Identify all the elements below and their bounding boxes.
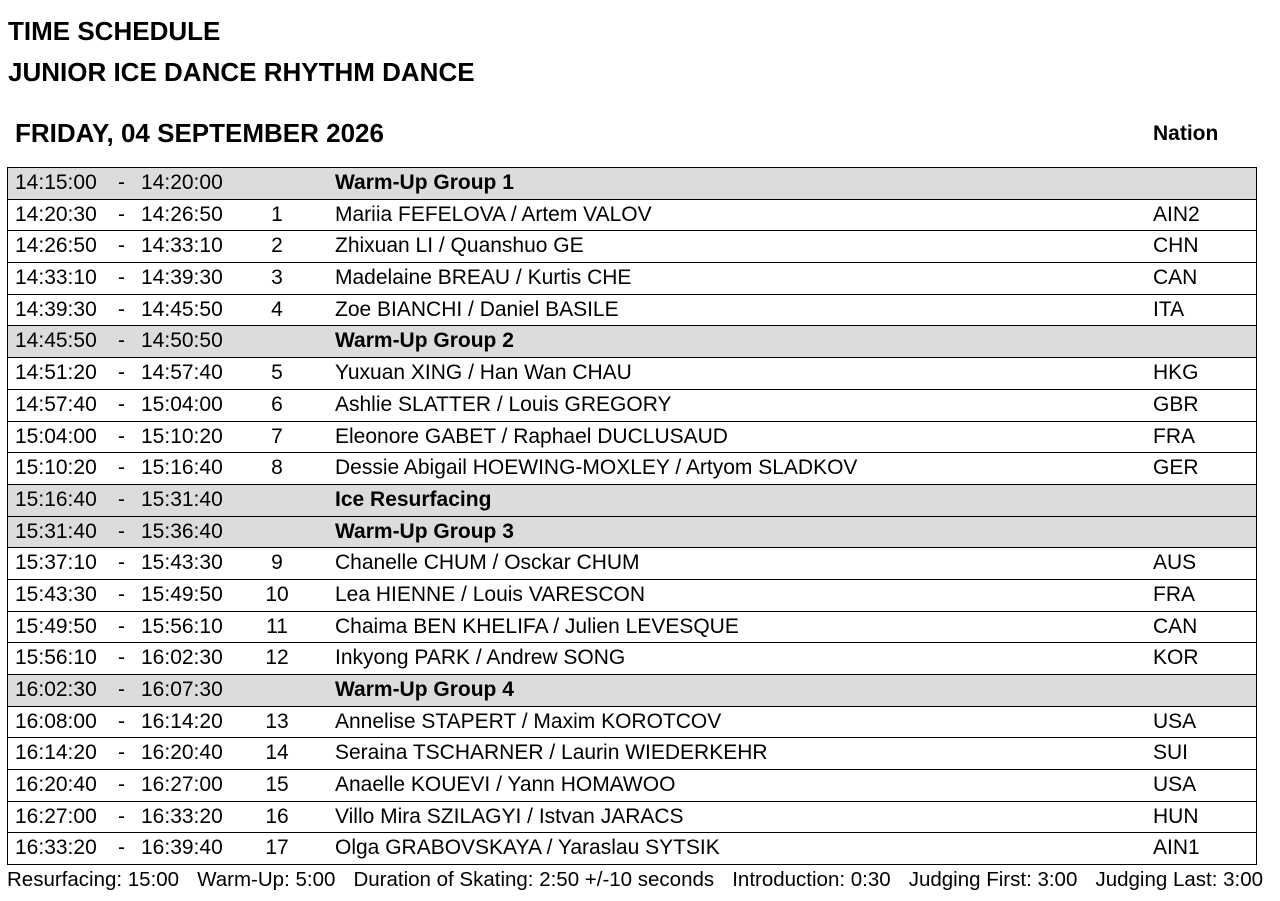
start-time: 15:10:20 <box>15 456 97 480</box>
start-number: 11 <box>266 614 288 638</box>
end-time: 16:02:30 <box>141 646 223 670</box>
schedule-row <box>8 738 1256 770</box>
start-time: 16:27:00 <box>15 804 97 828</box>
timing-footer <box>7 866 1263 894</box>
time-separator: - <box>118 361 125 385</box>
nation-code: GBR <box>1153 392 1199 416</box>
time-separator: - <box>118 487 125 511</box>
start-time: 15:56:10 <box>15 646 97 670</box>
start-number: 3 <box>271 266 283 290</box>
session-label: Warm-Up Group 2 <box>335 329 514 353</box>
start-number: 12 <box>265 646 289 670</box>
time-separator: - <box>118 234 125 258</box>
nation-code: FRA <box>1153 582 1195 606</box>
start-time: 14:57:40 <box>15 392 97 416</box>
nation-code: AUS <box>1153 551 1197 575</box>
start-number: 7 <box>271 424 283 448</box>
schedule-row <box>8 770 1256 802</box>
start-time: 15:04:00 <box>15 424 97 448</box>
time-separator: - <box>118 456 125 480</box>
start-number: 17 <box>265 836 289 860</box>
end-time: 15:43:30 <box>141 551 223 575</box>
time-separator: - <box>118 709 125 733</box>
schedule-row <box>8 200 1256 232</box>
schedule-break-row <box>8 517 1256 549</box>
nation-code: FRA <box>1153 424 1195 448</box>
schedule-break-row <box>8 485 1256 517</box>
schedule-row <box>8 580 1256 612</box>
start-number: 5 <box>271 361 283 385</box>
start-number: 14 <box>265 741 289 765</box>
time-separator: - <box>118 392 125 416</box>
nation-code: CHN <box>1153 234 1199 258</box>
end-time: 15:31:40 <box>141 487 223 511</box>
session-label: Warm-Up Group 3 <box>335 519 514 543</box>
nation-code: USA <box>1153 709 1197 733</box>
footer-timing-item: Duration of Skating: 2:50 +/-10 seconds <box>353 868 715 891</box>
time-separator: - <box>118 741 125 765</box>
footer-timing-item: Warm-Up: 5:00 <box>197 868 336 891</box>
nation-code: CAN <box>1153 614 1198 638</box>
skaters-name: Inkyong PARK / Andrew SONG <box>335 646 626 670</box>
schedule-row <box>8 263 1256 295</box>
start-number: 15 <box>265 773 289 797</box>
time-separator: - <box>118 614 125 638</box>
start-number: 9 <box>271 551 283 575</box>
session-label: Warm-Up Group 4 <box>335 678 514 701</box>
start-time: 14:20:30 <box>15 202 97 226</box>
end-time: 14:20:00 <box>141 171 223 194</box>
skaters-name: Yuxuan XING / Han Wan CHAU <box>335 361 632 385</box>
start-time: 15:37:10 <box>15 551 97 575</box>
nation-code: SUI <box>1153 741 1189 765</box>
end-time: 16:07:30 <box>141 678 223 701</box>
start-number: 2 <box>271 234 283 258</box>
nation-code: USA <box>1153 773 1197 797</box>
start-time: 14:26:50 <box>15 234 97 258</box>
end-time: 15:04:00 <box>141 392 223 416</box>
session-label: Warm-Up Group 1 <box>335 171 514 194</box>
start-time: 16:08:00 <box>15 709 97 733</box>
schedule-row <box>8 453 1256 485</box>
start-number: 1 <box>271 202 283 226</box>
start-number: 16 <box>265 804 289 828</box>
start-time: 14:39:30 <box>15 297 97 321</box>
time-separator: - <box>118 202 125 226</box>
end-time: 14:57:40 <box>141 361 223 385</box>
end-time: 15:10:20 <box>141 424 223 448</box>
nation-code: GER <box>1153 456 1199 480</box>
start-time: 16:02:30 <box>15 678 97 701</box>
start-time: 14:15:00 <box>15 171 97 194</box>
skaters-name: Seraina TSCHARNER / Laurin WIEDERKEHR <box>335 741 768 765</box>
start-time: 15:31:40 <box>15 519 97 543</box>
time-separator: - <box>118 266 125 290</box>
schedule-break-row <box>8 675 1256 707</box>
start-time: 15:16:40 <box>15 487 97 511</box>
skaters-name: Lea HIENNE / Louis VARESCON <box>335 582 646 606</box>
time-separator: - <box>118 551 125 575</box>
end-time: 14:50:50 <box>141 329 223 353</box>
start-number: 10 <box>265 582 289 606</box>
skaters-name: Chanelle CHUM / Osckar CHUM <box>335 551 640 575</box>
schedule-break-row <box>8 326 1256 358</box>
event-title: JUNIOR ICE DANCE RHYTHM DANCE <box>8 57 475 87</box>
schedule-date: FRIDAY, 04 SEPTEMBER 2026 <box>15 118 384 148</box>
schedule-row <box>8 833 1256 865</box>
end-time: 16:39:40 <box>141 836 223 860</box>
schedule-row <box>8 612 1256 644</box>
skaters-name: Chaima BEN KHELIFA / Julien LEVESQUE <box>335 614 739 638</box>
time-separator: - <box>118 171 125 194</box>
end-time: 16:27:00 <box>141 773 223 797</box>
end-time: 14:26:50 <box>141 202 223 226</box>
time-separator: - <box>118 582 125 606</box>
end-time: 14:33:10 <box>141 234 223 258</box>
end-time: 14:39:30 <box>141 266 223 290</box>
start-time: 15:49:50 <box>15 614 97 638</box>
skaters-name: Zoe BIANCHI / Daniel BASILE <box>335 297 619 321</box>
end-time: 15:49:50 <box>141 582 223 606</box>
footer-timing-item: Introduction: 0:30 <box>732 868 891 891</box>
nation-code: CAN <box>1153 266 1198 290</box>
start-time: 15:43:30 <box>15 582 97 606</box>
schedule-row <box>8 548 1256 580</box>
start-time: 14:51:20 <box>15 361 97 385</box>
end-time: 16:14:20 <box>141 709 223 733</box>
skaters-name: Madelaine BREAU / Kurtis CHE <box>335 266 632 290</box>
skaters-name: Anaelle KOUEVI / Yann HOMAWOO <box>335 773 676 797</box>
time-separator: - <box>118 646 125 670</box>
end-time: 15:56:10 <box>141 614 223 638</box>
time-separator: - <box>118 297 125 321</box>
time-separator: - <box>118 519 125 543</box>
time-separator: - <box>118 836 125 860</box>
time-separator: - <box>118 424 125 448</box>
skaters-name: Olga GRABOVSKAYA / Yaraslau SYTSIK <box>335 836 720 860</box>
start-time: 14:33:10 <box>15 266 97 290</box>
nation-code: HKG <box>1153 361 1199 385</box>
skaters-name: Mariia FEFELOVA / Artem VALOV <box>335 202 652 226</box>
session-label: Ice Resurfacing <box>335 487 492 511</box>
schedule-row <box>8 390 1256 422</box>
start-number: 13 <box>265 709 289 733</box>
skaters-name: Dessie Abigail HOEWING-MOXLEY / Artyom SLADKOV <box>335 456 858 480</box>
nation-column-header: Nation <box>1153 122 1219 145</box>
schedule-row <box>8 358 1256 390</box>
end-time: 15:36:40 <box>141 519 223 543</box>
end-time: 15:16:40 <box>141 456 223 480</box>
start-time: 16:20:40 <box>15 773 97 797</box>
schedule-row <box>8 802 1256 834</box>
schedule-row <box>8 707 1256 739</box>
schedule-table <box>7 167 1257 865</box>
schedule-row <box>8 422 1256 454</box>
end-time: 16:33:20 <box>141 804 223 828</box>
start-time: 14:45:50 <box>15 329 97 353</box>
schedule-row <box>8 643 1256 675</box>
schedule-break-row <box>8 168 1256 200</box>
end-time: 14:45:50 <box>141 297 223 321</box>
time-separator: - <box>118 804 125 828</box>
schedule-row <box>8 295 1256 327</box>
skaters-name: Ashlie SLATTER / Louis GREGORY <box>335 392 672 416</box>
footer-timing-item: Judging First: 3:00 <box>908 868 1078 891</box>
start-number: 4 <box>271 297 283 321</box>
footer-timing-item: Judging Last: 3:00 <box>1095 868 1263 891</box>
skaters-name: Villo Mira SZILAGYI / Istvan JARACS <box>335 804 684 828</box>
start-time: 16:14:20 <box>15 741 97 765</box>
nation-code: AIN2 <box>1153 202 1200 226</box>
nation-code: KOR <box>1153 646 1199 670</box>
start-number: 6 <box>271 392 283 416</box>
footer-timing-item: Resurfacing: 15:00 <box>7 868 180 891</box>
time-separator: - <box>118 678 125 701</box>
document-title: TIME SCHEDULE <box>8 16 221 46</box>
nation-code: ITA <box>1153 297 1185 321</box>
end-time: 16:20:40 <box>141 741 223 765</box>
nation-code: HUN <box>1153 804 1199 828</box>
skaters-name: Eleonore GABET / Raphael DUCLUSAUD <box>335 424 728 448</box>
start-number: 8 <box>271 456 283 480</box>
time-separator: - <box>118 773 125 797</box>
nation-code: AIN1 <box>1153 836 1200 860</box>
skaters-name: Zhixuan LI / Quanshuo GE <box>335 234 584 258</box>
time-separator: - <box>118 329 125 353</box>
schedule-row <box>8 231 1256 263</box>
skaters-name: Annelise STAPERT / Maxim KOROTCOV <box>335 709 722 733</box>
start-time: 16:33:20 <box>15 836 97 860</box>
